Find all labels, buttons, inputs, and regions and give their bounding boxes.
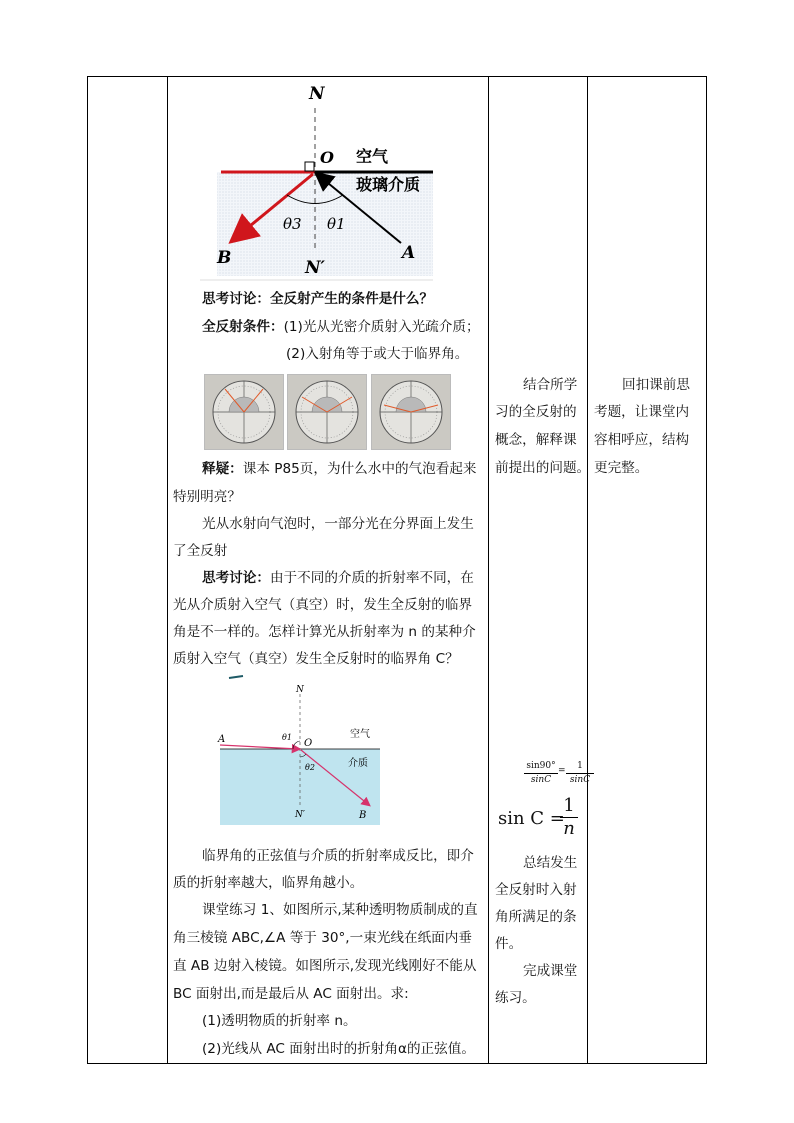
exercise-line-3: 直 AB 边射入棱镜。如图所示,发现光线刚好不能从 (173, 958, 477, 974)
table-bottom-border (87, 1063, 707, 1064)
col4-line-3: 容相呼应，结构 (594, 432, 690, 448)
col3-block3-line-2: 练习。 (495, 990, 536, 1006)
label-theta2: θ2 (305, 763, 315, 772)
formula-big-num: 1 (560, 795, 578, 818)
label-theta1: θ1 (282, 733, 292, 742)
total-reflection-diagram (195, 80, 440, 285)
experiment-photo-1 (204, 374, 284, 450)
answer-line-2: 了全反射 (173, 543, 228, 559)
formula-small-num1: sin90° (524, 760, 558, 774)
label-B: B (359, 810, 367, 821)
label-air: 空气 (350, 729, 370, 740)
table-border-right (706, 76, 707, 1064)
discussion-2-line-3: 角是不一样的。怎样计算光从折射率为 n 的某种介 (173, 624, 476, 640)
formula-small-num2: 1 (566, 760, 594, 774)
col3-block1-line-2: 习的全反射的 (495, 404, 577, 420)
col3-block2-line-4: 件。 (495, 936, 523, 952)
conditions-label: 全反射条件： (202, 319, 284, 335)
col3-block2-line-3: 角所满足的条 (495, 909, 577, 925)
label-air: 空气 (356, 147, 389, 166)
table-border-left (87, 76, 88, 1064)
discussion-1 (202, 286, 433, 312)
formula-big-den: n (563, 818, 575, 839)
conditions-line-1 (202, 314, 480, 340)
formula-small-eq: = (558, 766, 566, 776)
col3-block2-line-1: 总结发生 (523, 855, 578, 871)
formula-big-lhs: sin C = (498, 808, 565, 829)
conclusion-line-2: 质的折射率越大，临界角越小。 (173, 875, 364, 891)
label-N: N (296, 685, 304, 695)
label-O: O (304, 738, 313, 749)
conclusion-line-1: 临界角的正弦值与介质的折射率成反比，即介 (202, 848, 474, 864)
exercise-line-2: 角三棱镜 ABC,∠A 等于 30°,一束光线在纸面内垂 (173, 930, 472, 946)
discussion-2-line-4: 质射入空气（真空）发生全反射时的临界角 C？ (173, 651, 459, 667)
formula-small (522, 760, 591, 794)
col4-line-2: 考题，让课堂内 (594, 404, 690, 420)
right-angle-mark (305, 162, 314, 171)
label-A: A (402, 243, 416, 263)
puzzle-line-1 (202, 456, 477, 482)
label-Nprime: N′ (305, 258, 326, 278)
exercise-line-6: (2)光线从 AC 面射出时的折射角α的正弦值。 (202, 1041, 475, 1057)
exercise-line-5: (1)透明物质的折射率 n。 (202, 1013, 357, 1029)
label-glass: 玻璃介质 (356, 175, 421, 194)
formula-small-den2: sinC (569, 775, 591, 785)
col3-block1-line-4: 前提出的问题。 (495, 460, 591, 476)
col3-block2-line-2: 全反射时入射 (495, 882, 577, 898)
table-border-col1 (167, 76, 168, 1064)
exercise-line-1: 课堂练习 1、如图所示,某种透明物质制成的直 (202, 902, 478, 918)
decor-mark (229, 676, 243, 678)
label-theta1: θ1 (327, 215, 346, 233)
label-theta3: θ3 (283, 215, 302, 233)
condition-2: (2)入射角等于或大于临界角。 (286, 346, 469, 362)
experiment-photo-2 (287, 374, 367, 450)
answer-line-1: 光从水射向气泡时，一部分光在分界面上发生 (202, 516, 474, 532)
discussion-2-line-2: 光从介质射入空气（真空）时，发生全反射的临界 (173, 597, 473, 613)
col3-block3-line-1: 完成课堂 (523, 963, 578, 979)
puzzle-label: 释疑： (202, 461, 243, 477)
col3-block1-line-1: 结合所学 (523, 377, 578, 393)
label-Nprime: N′ (295, 810, 305, 820)
label-O: O (320, 148, 334, 167)
table-border-col2 (488, 76, 489, 1064)
col4-line-1: 回扣课前思 (622, 377, 690, 393)
discussion-2-label: 思考讨论： (202, 570, 270, 586)
discussion-1-label: 思考讨论： (202, 291, 270, 307)
col3-block1-line-3: 概念，解释课 (495, 432, 577, 448)
condition-1: (1)光从光密介质射入光疏介质； (283, 319, 480, 335)
exercise-line-4: BC 面射出,而是最后从 AC 面射出。求: (173, 986, 409, 1002)
formula-small-den1: sinC (530, 775, 552, 785)
col4-line-4: 更完整。 (594, 460, 649, 476)
discussion-2-line-1: 思考讨论：由于不同的介质的折射率不同，在 (202, 570, 474, 586)
discussion-1-text: 全反射产生的条件是什么？ (269, 291, 434, 307)
experiment-photo-3 (371, 374, 451, 450)
label-A: A (218, 734, 226, 745)
table-border-col3 (587, 76, 588, 1064)
puzzle-text-1: 课本 P85页，为什么水中的气泡看起来 (242, 461, 477, 477)
table-top-border (87, 76, 707, 77)
label-medium: 介质 (348, 758, 368, 769)
label-N: N (309, 84, 325, 104)
puzzle-text-2: 特别明亮？ (173, 489, 241, 505)
label-B: B (217, 248, 232, 268)
incident-ray (220, 745, 299, 749)
angle-arc-1 (293, 741, 300, 749)
critical-angle-diagram (215, 672, 385, 828)
